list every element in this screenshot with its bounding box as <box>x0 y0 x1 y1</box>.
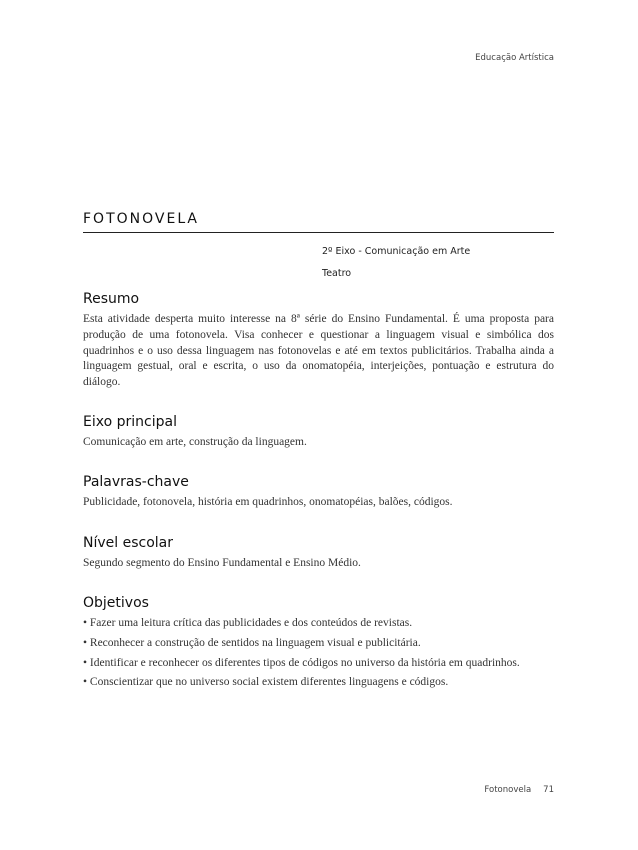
section-heading: Objetivos <box>83 595 149 611</box>
page-footer <box>484 785 554 795</box>
objective-item: • Reconhecer a construção de sentidos na linguagem visual e publicitária. <box>83 636 421 649</box>
section-heading: Palavras-chave <box>83 474 189 490</box>
objective-item: • Identificar e reconhecer os diferentes tipos de códigos no universo da história em quadrinhos. <box>83 656 520 669</box>
page-title: FOTONOVELA <box>83 211 200 227</box>
running-header: Educação Artística <box>475 53 554 63</box>
section-resumo <box>83 291 554 391</box>
section-text: Publicidade, fotonovela, história em quadrinhos, onomatopéias, balões, códigos. <box>83 496 453 508</box>
area-label: Teatro <box>322 268 352 279</box>
section-heading: Nível escolar <box>83 535 173 551</box>
section-nivel-escolar <box>83 535 554 572</box>
section-heading: Resumo <box>83 291 140 307</box>
section-eixo-principal <box>83 414 554 451</box>
objective-item: • Conscientizar que no universo social existem diferentes linguagens e códigos. <box>83 676 449 689</box>
section-text: Comunicação em arte, construção da linguagem. <box>83 436 307 448</box>
section-heading: Eixo principal <box>83 414 177 430</box>
section-palavras-chave <box>83 474 554 511</box>
section-text: Segundo segmento do Ensino Fundamental e Ensino Médio. <box>83 557 361 569</box>
page-number: 71 <box>543 785 554 795</box>
section-text: Esta atividade desperta muito interesse na 8ª série do Ensino Fundamental. É uma proposta para produção de uma fotonovela. Visa conhecer e questionar a linguagem visual e simbólica dos quadrinhos e o uso dessa linguagem nas fotonovelas e até em textos publicitários. Trabalha ainda a linguagem gestual, oral e escrita, o uso da onomatopéia, interjeições, pontuação e estrutura do diálogo. <box>83 313 554 389</box>
axis-label: 2º Eixo - Comunicação em Arte <box>322 246 471 257</box>
objective-item: • Fazer uma leitura crítica das publicidades e dos conteúdos de revistas. <box>83 617 413 629</box>
section-objetivos <box>83 595 554 695</box>
title-divider <box>83 232 554 233</box>
footer-label: Fotonovela <box>484 785 532 795</box>
